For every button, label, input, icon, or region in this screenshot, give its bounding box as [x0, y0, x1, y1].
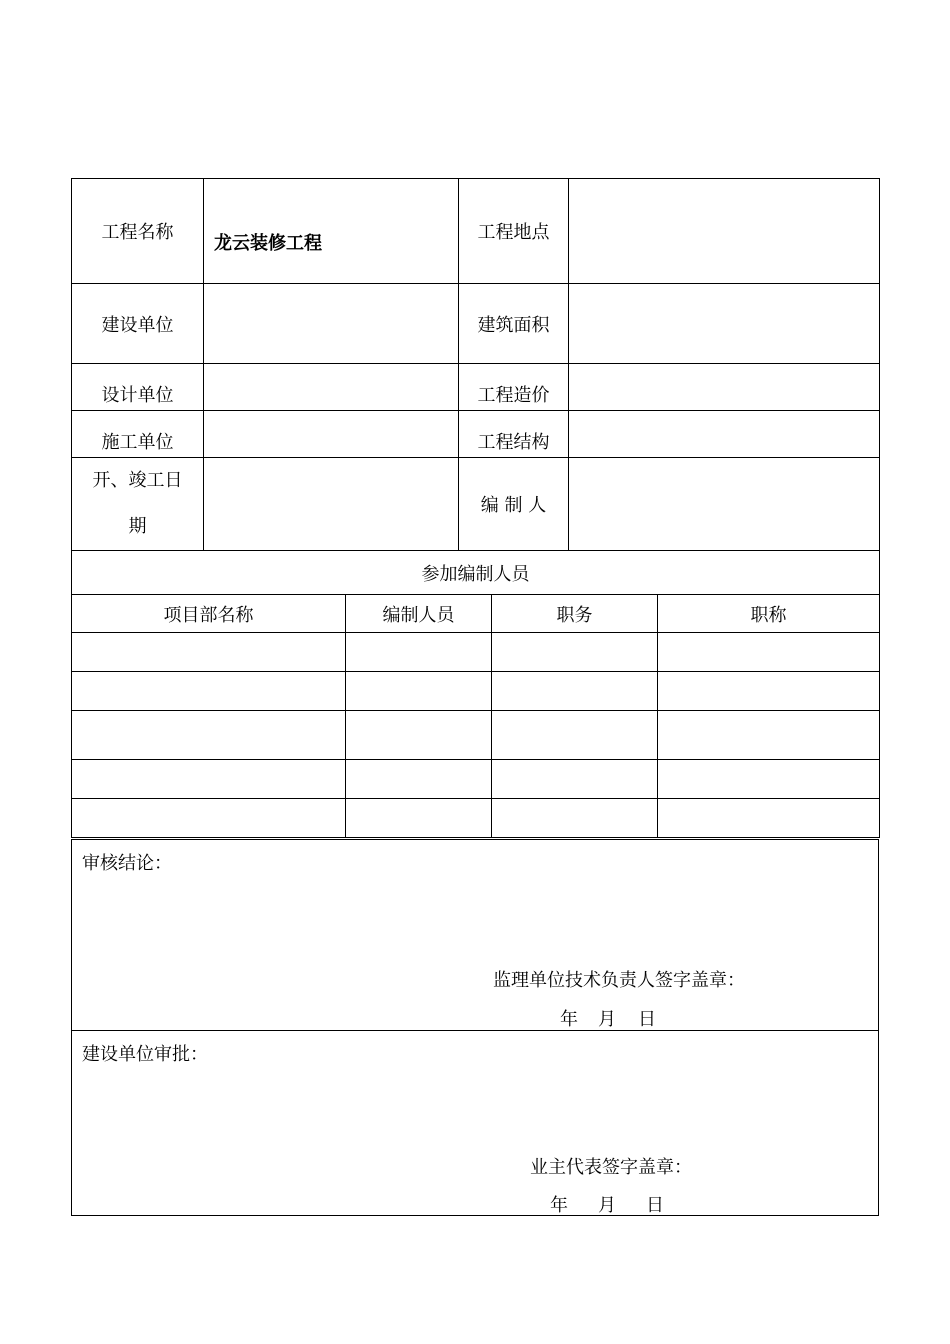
staff-table	[71, 550, 880, 838]
structure-value[interactable]	[569, 411, 880, 458]
project-name-label: 工程名称	[72, 179, 204, 284]
staff-cell-position[interactable]	[492, 799, 658, 838]
builder-unit-value[interactable]	[204, 411, 459, 458]
staff-cell-title[interactable]	[658, 672, 880, 711]
staff-cell-department[interactable]	[72, 633, 346, 672]
construction-unit-label: 建设单位	[72, 284, 204, 364]
structure-label: 工程结构	[459, 411, 569, 458]
owner-approval-cell[interactable]	[72, 1031, 879, 1216]
table-row	[72, 799, 880, 838]
dates-label-line2: 期	[128, 516, 147, 537]
staff-cell-department[interactable]	[72, 799, 346, 838]
staff-cell-department[interactable]	[72, 760, 346, 799]
staff-column-header-row	[72, 595, 880, 633]
dates-row	[72, 458, 880, 551]
design-unit-value[interactable]	[204, 364, 459, 411]
table-row	[72, 711, 880, 760]
staff-cell-title[interactable]	[658, 711, 880, 760]
building-area-label: 建筑面积	[459, 284, 569, 364]
staff-cell-name[interactable]	[346, 633, 492, 672]
review-conclusion-cell[interactable]	[72, 840, 879, 1031]
staff-cell-title[interactable]	[658, 760, 880, 799]
staff-cell-position[interactable]	[492, 760, 658, 799]
supervisor-signature-label: 监理单位技术负责人签字盖章：	[493, 970, 745, 991]
owner-approval-title: 建设单位审批：	[82, 1044, 208, 1065]
dates-label	[72, 458, 204, 551]
review-date-year: 年	[560, 1009, 578, 1030]
project-location-label: 工程地点	[459, 179, 569, 284]
review-date-month: 月	[598, 1009, 616, 1030]
staff-cell-title[interactable]	[658, 799, 880, 838]
column-header-department: 项目部名称	[72, 595, 346, 633]
approval-date-month: 月	[598, 1195, 616, 1216]
review-date-day: 日	[638, 1009, 656, 1030]
approval-row	[72, 1031, 879, 1216]
approval-date-year: 年	[550, 1195, 568, 1216]
review-table	[71, 839, 879, 1216]
construction-unit-value[interactable]	[204, 284, 459, 364]
review-conclusion-title: 审核结论：	[82, 853, 172, 874]
staff-cell-name[interactable]	[346, 672, 492, 711]
approval-date	[550, 1191, 664, 1217]
project-location-value[interactable]	[569, 179, 880, 284]
staff-cell-title[interactable]	[658, 633, 880, 672]
staff-cell-position[interactable]	[492, 711, 658, 760]
staff-cell-department[interactable]	[72, 672, 346, 711]
staff-section-header-row	[72, 551, 880, 595]
project-name-row	[72, 179, 880, 284]
table-row	[72, 633, 880, 672]
approval-date-day: 日	[646, 1195, 664, 1216]
design-unit-row	[72, 364, 880, 411]
column-header-title: 职称	[658, 595, 880, 633]
staff-cell-name[interactable]	[346, 760, 492, 799]
project-info-table	[71, 178, 880, 551]
owner-signature-label: 业主代表签字盖章：	[530, 1157, 692, 1178]
staff-cell-name[interactable]	[346, 711, 492, 760]
construction-unit-row	[72, 284, 880, 364]
building-area-value[interactable]	[569, 284, 880, 364]
review-row	[72, 840, 879, 1031]
staff-cell-name[interactable]	[346, 799, 492, 838]
design-unit-label: 设计单位	[72, 364, 204, 411]
staff-cell-position[interactable]	[492, 633, 658, 672]
staff-section-title: 参加编制人员	[72, 551, 880, 595]
builder-unit-label: 施工单位	[72, 411, 204, 458]
project-cost-value[interactable]	[569, 364, 880, 411]
column-header-position: 职务	[492, 595, 658, 633]
compiler-label: 编 制 人	[459, 458, 569, 551]
staff-cell-position[interactable]	[492, 672, 658, 711]
compiler-value[interactable]	[569, 458, 880, 551]
project-name-value[interactable]: 龙云装修工程	[204, 179, 459, 284]
dates-value[interactable]	[204, 458, 459, 551]
staff-cell-department[interactable]	[72, 711, 346, 760]
review-date	[560, 1005, 656, 1031]
table-row	[72, 760, 880, 799]
builder-unit-row	[72, 411, 880, 458]
project-cost-label: 工程造价	[459, 364, 569, 411]
table-row	[72, 672, 880, 711]
column-header-staff: 编制人员	[346, 595, 492, 633]
dates-label-line1: 开、竣工日	[92, 470, 183, 491]
